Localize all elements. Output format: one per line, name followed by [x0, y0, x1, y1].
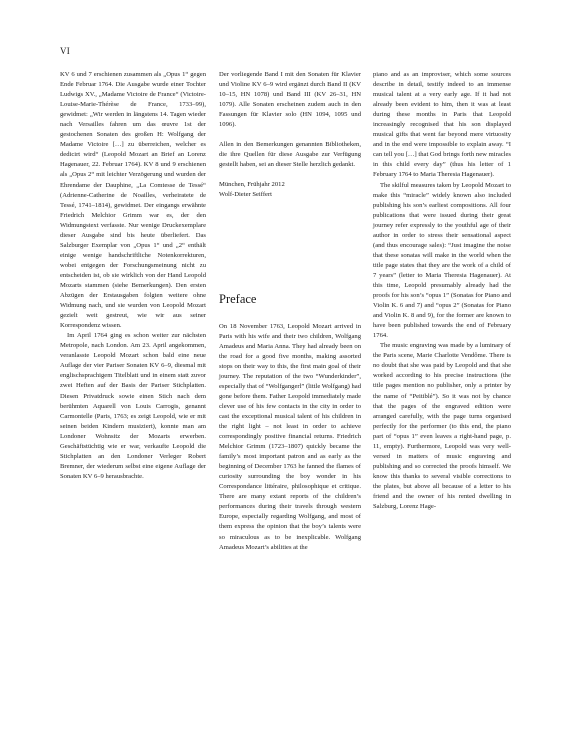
- paragraph: Allen in den Bemerkungen genannten Bibliotheken, die ihre Quellen für diese Ausgabe zur Verfügung gestellt haben, sei an dieser Stelle herzlich gedankt.: [219, 141, 361, 169]
- paragraph: The skilful measures taken by Leopold Mozart to make this “miracle” widely known also included publishing his son’s earliest compositions. All four publications that were issued during their great journey refer expressly to the youthful age of their author in order to stress their sensational aspect (and thus encourage sales): “Just imagine the noise that these sonatas will make in the world when the title page states that they are the work of a child of 7 years” (letter to Maria Theresia Hagenauer). At this time, Leopold presumably already had the proofs for his son’s “opus 1” (Sonatas for Piano and Violin K. 6 and 7) and “opus 2” (Sonatas for Piano and Violin K. 8 and 9), for the former are known to have been published towards the end of February 1764.: [373, 181, 511, 340]
- german-column-1: [60, 70, 206, 482]
- preface-heading: Preface: [219, 291, 257, 306]
- middle-column: [219, 70, 361, 553]
- paragraph: On 18 November 1763, Leopold Mozart arrived in Paris with his wife and their two children, Wolfgang Amadeus and Maria Anna. They had already been on the road for a good five months, making assorted stops on their way to this, the first main goal of their journey. The reputation of the two “Wunderkinder”, especially that of “Wolfgangerl” (little Wolfgang) had gone before them. Father Leopold immediately made clever use of his few contacts in the city in order to cast the exceptional musical talent of his children in the right light – not least in order to achieve correspondingly positive financial returns. Friedrich Melchior Grimm (1723–1807) quickly became the family’s most important patron and as early as the beginning of December 1763 he fanned the flames of curiosity surrounding the boy wonder in his Correspondance littéraire, philosophique et critique. There are many extant reports of the children’s performances during their travels through western Europe, especially regarding Wolfgang, and most of them express the opinion that the boy’s talents were so miraculous as to be inexplicable. Wolfgang Amadeus Mozart’s abilities at the: [219, 322, 361, 551]
- paragraph: KV 6 und 7 erschienen zusammen als „Opus 1“ gegen Ende Februar 1764. Die Ausgabe wurde einer Tochter Ludwigs XV., „Madame Victoire de France“ (Victoire-Louise-Marie-Thérèse de France, 1733–99), gewidmet: „Wir werden in längstens 14. Tagen wieder nach Versailles fahren um das œuvre 1st der gestochenen Sonaten des großen H: Wolfgang der Madame Victoire […] zu überreichen, welcher es dedicirt wird“ (Leopold Mozart an Brief an Lorenz Hagenauer, 22. Februar 1764). KV 8 und 9 erschienen als „Opus 2“ mit leichter Verzögerung und wurden der Ehrendame der Dauphine, „La Comtesse de Tessé“ (Adrienne-Catherine de Noailles, verheiratete de Tessé, 1741–1814), gewidmet. Der eingangs erwähnte Friedrich Melchior Grimm war es, der den Widmungstext verfasste. Nur wenige Druckexemplare dieser Ausgabe sind bis heute überliefert. Das Salzburger Exemplar von „Opus 1“ und „2“ enthält einige wenige handschriftliche Notenkorrekturen, wobei entgegen der Forschungsmeinung nicht zu entscheiden ist, ob sie wirklich von der Hand Leopold Mozarts stammen (siehe Bemerkungen). Den ersten Abzügen der Erstausgaben folgten weitere ohne Widmung nach, und sie wurden von Leopold Mozart gezielt weit gestreut, wie wir aus seiner Korrespondenz wissen.: [60, 71, 206, 330]
- english-column-3: [373, 70, 511, 512]
- page-number: VI: [60, 46, 71, 56]
- signature-place-date: München, Frühjahr 2012: [219, 181, 285, 189]
- signature-author: Wolf-Dieter Seiffert: [219, 191, 272, 199]
- paragraph: Der vorliegende Band I mit den Sonaten für Klavier und Violine KV 6–9 wird ergänzt durch Band II (KV 10–15, HN 1078) und Band III (KV 26–31, HN 1079). Alle Sonaten erscheinen zudem auch in den Fassungen für Klavier solo (HN 1094, 1095 und 1096).: [219, 71, 361, 129]
- paragraph: The music engraving was made by a luminary of the Paris scene, Marie Charlotte Vendôme. There is no doubt that she was paid by Leopold and that she worked according to his precise instructions (the title pages mention no publisher, only a printer by the name of “Peitiblé”). So it was not by chance that the pages of the engraved edition were arranged carefully, with the page turns organised perfectly for the performer (to this end, the piano part of “opus 1” even leaves a right-hand page, p. 11, empty). Furthermore, Leopold was very well-versed in matters of music engraving and publishing and so corrected the proofs himself. We know this thanks to several visible corrections to the plates, but above all because of a letter to his friend and the owner of his rented dwelling in Salzburg, Lorenz Hage-: [373, 342, 511, 511]
- paragraph: piano and as an improviser, which some sources describe in detail, testify indeed to an immense musical talent at a very early age. If it had not already been evident to him, then it was at least during these months in Paris that Leopold increasingly recognised that his son displayed musical gifts that went far beyond mere virtuosity and in the end were impossible to explain away. “I can tell you […] that God brings forth new miracles in this child every day” (thus his letter of 1 February 1764 to Maria Theresia Hagenauer).: [373, 71, 511, 179]
- paragraph: Im April 1764 ging es schon weiter zur nächsten Metropole, nach London. Am 23. April angekommen, veranlasste Leopold Mozart schon bald eine neue Auflage der vier Pariser Sonaten KV 6–9, diesmal mit englischsprachigem Titelblatt und in einem statt zuvor zwei Heften auf der Basis der Pariser Stichplatten. Diesen Privatdruck sowie einen Stich nach dem berühmten Aquarell von Louis Carrogis, genannt Carmontelle (Paris, 1763; es zeigt Leopold, wie er mit seinen beiden Kindern musiziert), konnte man am Londoner Wohnsitz der Mozarts erwerben. Geschäftstüchtig wie er war, verkaufte Leopold die Stichplatten an den Londoner Verleger Robert Bremner, der wiederum selbst eine eigene Auflage der Sonaten KV 6–9 herausbrachte.: [60, 332, 206, 480]
